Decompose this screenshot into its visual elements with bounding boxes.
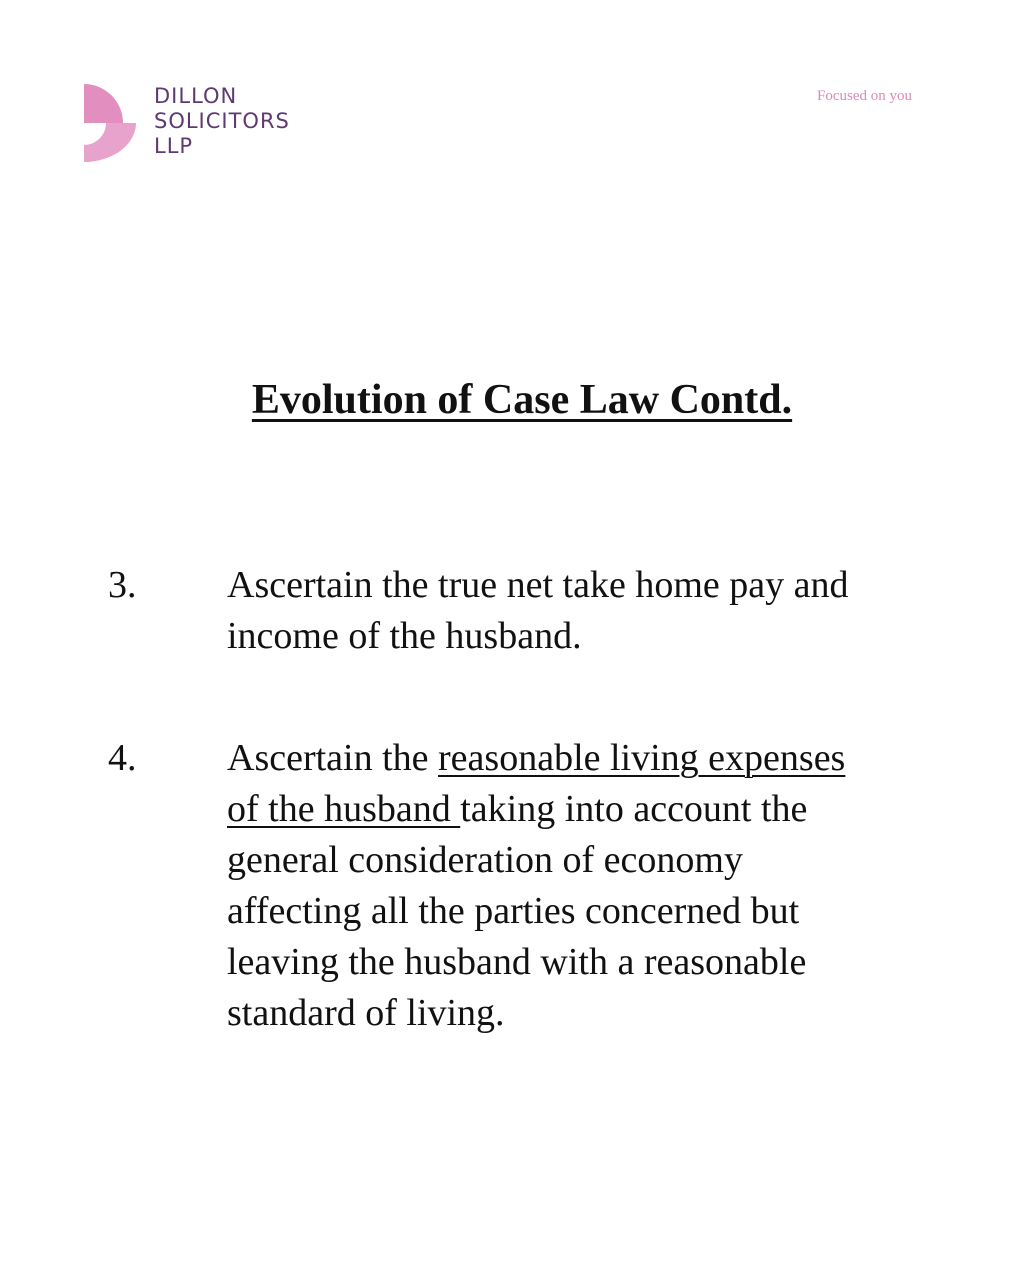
list-item-text xyxy=(227,733,927,1039)
logo-line-solicitors: SOLICITORS xyxy=(154,109,290,133)
logo-line-dillon: DILLON xyxy=(154,84,238,108)
list-item-line: leaving the husband with a reasonable xyxy=(227,941,807,983)
emphasized-text: of the husband xyxy=(227,788,461,830)
list-item-line: affecting all the parties concerned but xyxy=(227,890,800,932)
list-item-line: standard of living. xyxy=(227,992,505,1034)
plain-text: Ascertain the xyxy=(227,737,439,779)
logo-line-llp: LLP xyxy=(154,134,194,158)
list-item-number: 4. xyxy=(108,737,137,779)
plain-text: taking into account the xyxy=(460,788,808,830)
page-title: Evolution of Case Law Contd. xyxy=(251,377,793,423)
company-logo xyxy=(84,84,344,162)
logo-wordmark xyxy=(154,84,290,159)
list-item-line xyxy=(227,733,927,784)
list-item-text xyxy=(227,560,927,662)
list-item-line: Ascertain the true net take home pay and xyxy=(227,564,849,606)
tagline: Focused on you xyxy=(817,88,912,104)
logo-mark-icon xyxy=(84,84,138,162)
emphasized-text: reasonable living expenses xyxy=(438,737,846,779)
list-item-line xyxy=(227,784,927,835)
list-item-number: 3. xyxy=(108,564,137,606)
list-item-line: income of the husband. xyxy=(227,615,582,657)
list-item-line: general consideration of economy xyxy=(227,839,743,881)
